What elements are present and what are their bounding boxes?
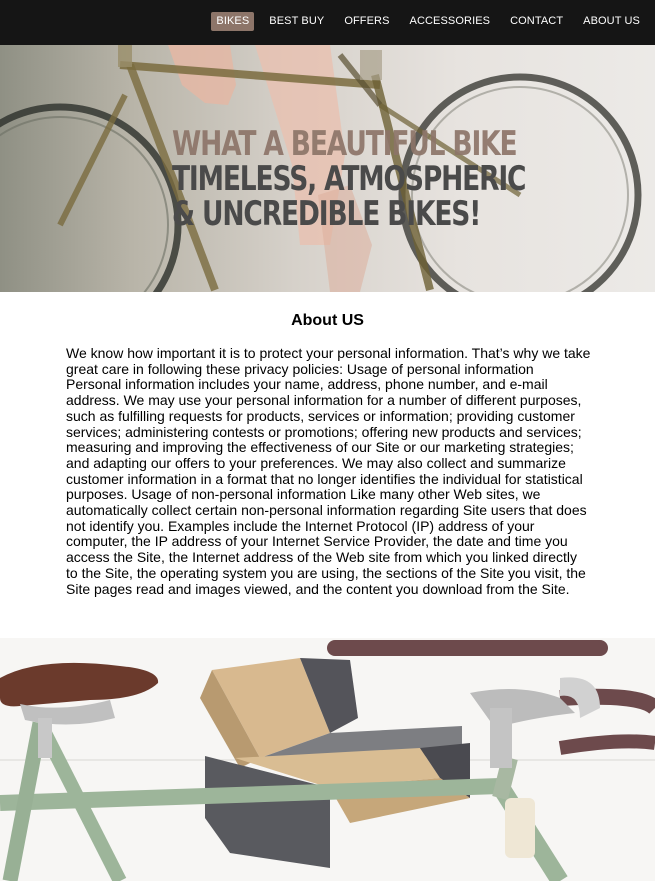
- hero-headline: [172, 124, 526, 234]
- top-nav-bar: [0, 0, 655, 45]
- about-title: About US: [291, 312, 364, 329]
- nav-item-best-buy[interactable]: BEST BUY: [269, 15, 325, 27]
- hero-line-1: WHAT A BEAUTIFUL BIKE: [172, 124, 517, 164]
- nav-item-offers[interactable]: OFFERS: [344, 15, 390, 27]
- bottom-bike-rack-photo: [0, 638, 655, 881]
- hero-banner: [0, 45, 655, 292]
- about-body-text: We know how important it is to protect your personal information. That’s why we take great care in following these privacy policies: Usage of personal information Personal information includes your name, address, phone number, and e-mail address. We may use your personal information for a number of different purposes, such as fulfilling requests for products, services or information; providing customer services; administering contests or promotions; offering new products and services; measuring and improving the effectiveness of our Site or our marketing strategies; and adapting our offers to your preferences. We may also collect and summarize customer information in a format that no longer identifies the individual for statistical purposes. Usage of non-personal information Like many other Web sites, we automatically collect certain non-personal information regarding Site users that does not identify you. Examples include the Internet Protocol (IP) address of your computer, the IP address of your Internet Service Provider, the date and time you access the Site, the Internet address of the Web site from which you linked directly to the Site, the operating system you are using, the sections of the Site you visit, the Site pages read and images viewed, and the content you download from the Site.: [66, 345, 591, 597]
- nav-item-about-us[interactable]: ABOUT US: [583, 15, 640, 27]
- nav-item-accessories[interactable]: ACCESSORIES: [409, 15, 491, 27]
- nav-item-contact[interactable]: CONTACT: [510, 15, 564, 27]
- nav-item-bikes[interactable]: BIKES: [211, 12, 254, 31]
- main-nav: [201, 12, 645, 31]
- bike-rack-image: [0, 638, 655, 881]
- hero-line-2: TIMELESS, ATMOSPHERIC: [172, 159, 526, 199]
- hero-line-3: & UNCREDIBLE BIKES!: [172, 194, 481, 234]
